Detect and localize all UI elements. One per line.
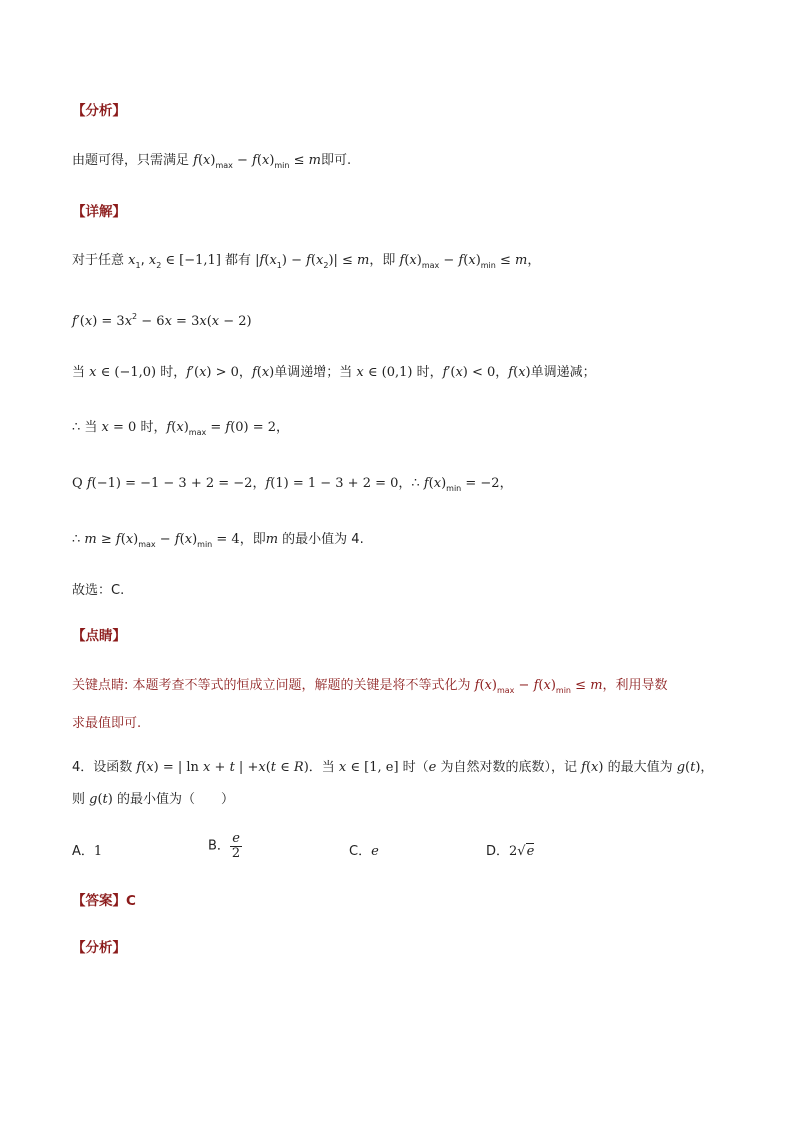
option-b-value: $\frac{e}{2}$ — [231, 831, 241, 861]
option-d — [486, 842, 534, 862]
analysis-heading-2: 【分析】 — [72, 940, 126, 956]
detail-line-4: ∴ 当 x = 0 时，$f(x)_{max} = f(0) = 2$， — [72, 420, 290, 437]
answer-text: 【答案】C — [72, 893, 136, 909]
detail-line-5: Q f(−1) = −1 − 3 + 2 = −2，f(1) = 1 − 3 + 2 = 0，∴ $f(x)_{min} = -2$， — [72, 476, 513, 493]
analysis-text: 由题可得，只需满足 $f(x)_{max} - f(x)_{min} \le m$即可. — [72, 153, 352, 170]
option-c-value: e — [371, 844, 379, 859]
answer-line — [72, 891, 136, 912]
option-b-label: B． — [208, 838, 230, 854]
option-a-value: 1 — [93, 844, 103, 859]
question-line-2: 则 g(t) 的最小值为（ ） — [72, 792, 234, 807]
option-b — [208, 832, 242, 861]
detail-line-6: ∴ $m \ge f(x)_{max} - f(x)_{min} = 4$，即m 的最小值为 4. — [72, 532, 364, 549]
option-a-label: A． — [72, 844, 94, 859]
option-c — [349, 842, 379, 862]
option-a — [72, 842, 102, 862]
analysis-heading: 【分析】 — [72, 103, 126, 119]
option-d-value: 2√e — [509, 844, 535, 859]
comment-line-1: 关键点睛: 本题考查不等式的恒成立问题，解题的关键是将不等式化为 $f(x)_{max} - f(x)_{min} \le m$，利用导数 — [72, 678, 668, 695]
comment-line-2: 求最值即可. — [72, 716, 142, 731]
detail-line-2: $f'(x) = 3x^2 - 6x = 3x(x - 2)$ — [72, 312, 252, 329]
option-c-label: C． — [349, 844, 372, 859]
detail-heading: 【详解】 — [72, 204, 126, 220]
detail-line-1: 对于任意 $x_1$, $x_2$ ∈ [−1,1] 都有 $|f(x_1) - f(x_2)| \le m$，即 $f(x)_{max} - f(x)_{min} \le m$， — [72, 253, 541, 270]
question-line-1: 4．设函数 f(x) = | ln x + t | +x(t ∈ R)．当 x ∈ [1, e] 时（e 为自然对数的底数），记 f(x) 的最大值为 g(t)， — [72, 760, 714, 775]
comment-heading: 【点睛】 — [72, 628, 126, 644]
choice-text: 故选：C. — [72, 583, 125, 598]
option-d-label: D． — [486, 844, 510, 859]
detail-line-3: 当 x ∈ (−1,0) 时，f′(x) > 0，f(x)单调递增；当 x ∈ (0,1) 时，f′(x) < 0，f(x)单调递减； — [72, 365, 596, 380]
